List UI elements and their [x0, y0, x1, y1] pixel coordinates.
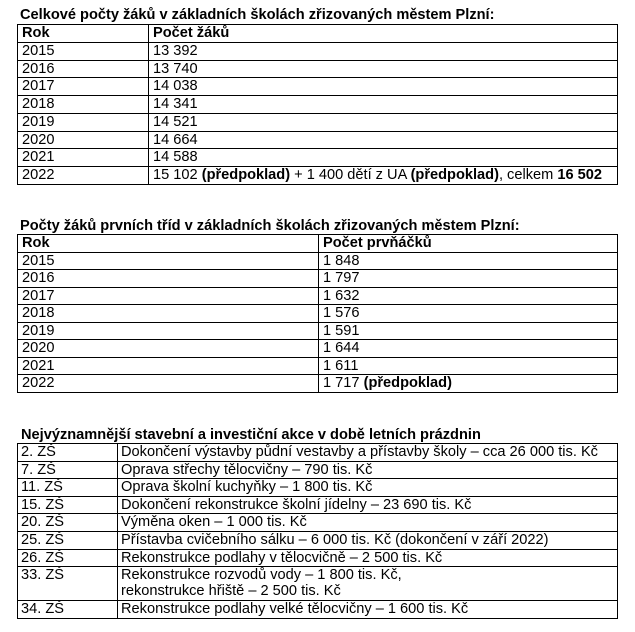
table-row — [18, 496, 618, 514]
pupil-count-cell: 14 038 — [149, 78, 618, 96]
grand-total: 16 502 — [557, 167, 602, 183]
estimate-note: (předpoklad) — [363, 375, 452, 392]
pupil-count-cell: 14 521 — [149, 113, 618, 131]
header-pupil-count: Počet žáků — [149, 25, 618, 43]
header-year: Rok — [18, 25, 149, 43]
project-cell: Oprava střechy tělocvičny – 790 tis. Kč — [118, 461, 618, 479]
year-cell: 2016 — [18, 60, 149, 78]
first-grade-enrollment-table — [17, 234, 618, 393]
pupil-count-cell: 13 392 — [149, 42, 618, 60]
school-cell: 26. ZŠ — [18, 549, 118, 567]
table-row — [18, 531, 618, 549]
estimate-note: (předpoklad) — [201, 167, 291, 183]
year-cell: 2019 — [18, 322, 319, 340]
year-cell: 2015 — [18, 252, 319, 270]
school-cell: 7. ZŠ — [18, 461, 118, 479]
table-row — [18, 96, 618, 114]
table-header-row — [18, 235, 618, 253]
first-grader-count-cell: 1 632 — [319, 287, 618, 305]
header-first-grader-count: Počet prvňáčků — [319, 235, 618, 253]
table-row — [18, 444, 618, 462]
table-row — [18, 549, 618, 567]
table-row — [18, 601, 618, 619]
table-row — [18, 42, 618, 60]
pupil-count-cell: 14 341 — [149, 96, 618, 114]
year-cell: 2020 — [18, 340, 319, 358]
estimated-count: 15 102 — [153, 167, 202, 183]
total-enrollment-table — [17, 24, 618, 185]
project-cell: Oprava školní kuchyňky – 1 800 tis. Kč — [118, 479, 618, 497]
year-cell: 2015 — [18, 42, 149, 60]
first-grader-count-cell — [319, 375, 618, 393]
header-year: Rok — [18, 235, 319, 253]
estimated-count: 1 717 — [323, 375, 364, 392]
first-grader-count-cell: 1 644 — [319, 340, 618, 358]
school-cell: 15. ZŠ — [18, 496, 118, 514]
year-cell: 2022 — [18, 375, 319, 393]
project-line: rekonstrukce hřiště – 2 500 tis. Kč — [121, 583, 341, 600]
year-cell: 2017 — [18, 78, 149, 96]
table-row — [18, 357, 618, 375]
table-header-row — [18, 25, 618, 43]
table-row — [18, 287, 618, 305]
school-cell: 20. ZŠ — [18, 514, 118, 532]
first-grade-enrollment-title: Počty žáků prvních tříd v základních školách zřizovaných městem Plzní: — [20, 218, 520, 234]
summer-projects-table — [17, 443, 618, 619]
year-cell: 2020 — [18, 131, 149, 149]
ukraine-children-count: + 1 400 dětí z UA — [290, 167, 411, 183]
project-line: Rekonstrukce rozvodů vody – 1 800 tis. Kč, — [121, 567, 402, 584]
table-row — [18, 340, 618, 358]
table-row — [18, 131, 618, 149]
summer-projects-title: Nejvýznamnější stavební a investiční akce v době letních prázdnin — [21, 427, 481, 443]
project-cell: Dokončení rekonstrukce školní jídelny – 23 690 tis. Kč — [118, 496, 618, 514]
year-cell: 2022 — [18, 167, 149, 185]
table-row — [18, 78, 618, 96]
project-cell: Dokončení výstavby půdní vestavby a přístavby školy – cca 26 000 tis. Kč — [118, 444, 618, 462]
year-cell: 2021 — [18, 357, 319, 375]
first-grader-count-cell: 1 576 — [319, 305, 618, 323]
table-row — [18, 479, 618, 497]
table-row — [18, 113, 618, 131]
project-cell: Rekonstrukce podlahy velké tělocvičny – 1 600 tis. Kč — [118, 601, 618, 619]
table-row — [18, 149, 618, 167]
project-cell: Rekonstrukce podlahy v tělocvičně – 2 500 tis. Kč — [118, 549, 618, 567]
estimate-note: (předpoklad) — [410, 167, 499, 183]
year-cell: 2016 — [18, 270, 319, 288]
year-cell: 2017 — [18, 287, 319, 305]
pupil-count-cell: 14 588 — [149, 149, 618, 167]
first-grader-count-cell: 1 591 — [319, 322, 618, 340]
first-grader-count-cell: 1 848 — [319, 252, 618, 270]
total-enrollment-title: Celkové počty žáků v základních školách zřizovaných městem Plzní: — [20, 7, 495, 23]
table-row — [18, 252, 618, 270]
pupil-count-cell: 13 740 — [149, 60, 618, 78]
school-cell: 34. ZŠ — [18, 601, 118, 619]
pupil-count-cell — [149, 167, 618, 185]
school-cell: 2. ZŠ — [18, 444, 118, 462]
school-cell: 33. ZŠ — [18, 567, 118, 601]
table-row — [18, 322, 618, 340]
project-cell: Výměna oken – 1 000 tis. Kč — [118, 514, 618, 532]
total-label: , celkem — [498, 167, 558, 183]
table-row — [18, 514, 618, 532]
year-cell: 2018 — [18, 305, 319, 323]
year-cell: 2021 — [18, 149, 149, 167]
school-cell: 11. ZŠ — [18, 479, 118, 497]
table-row — [18, 461, 618, 479]
first-grader-count-cell: 1 797 — [319, 270, 618, 288]
table-row — [18, 567, 618, 601]
first-grader-count-cell: 1 611 — [319, 357, 618, 375]
project-cell — [118, 567, 618, 601]
year-cell: 2018 — [18, 96, 149, 114]
table-row — [18, 270, 618, 288]
table-row — [18, 167, 618, 185]
pupil-count-cell: 14 664 — [149, 131, 618, 149]
school-cell: 25. ZŠ — [18, 531, 118, 549]
table-row — [18, 305, 618, 323]
table-row — [18, 60, 618, 78]
project-cell: Přístavba cvičebního sálku – 6 000 tis. Kč (dokončení v září 2022) — [118, 531, 618, 549]
year-cell: 2019 — [18, 113, 149, 131]
table-row — [18, 375, 618, 393]
